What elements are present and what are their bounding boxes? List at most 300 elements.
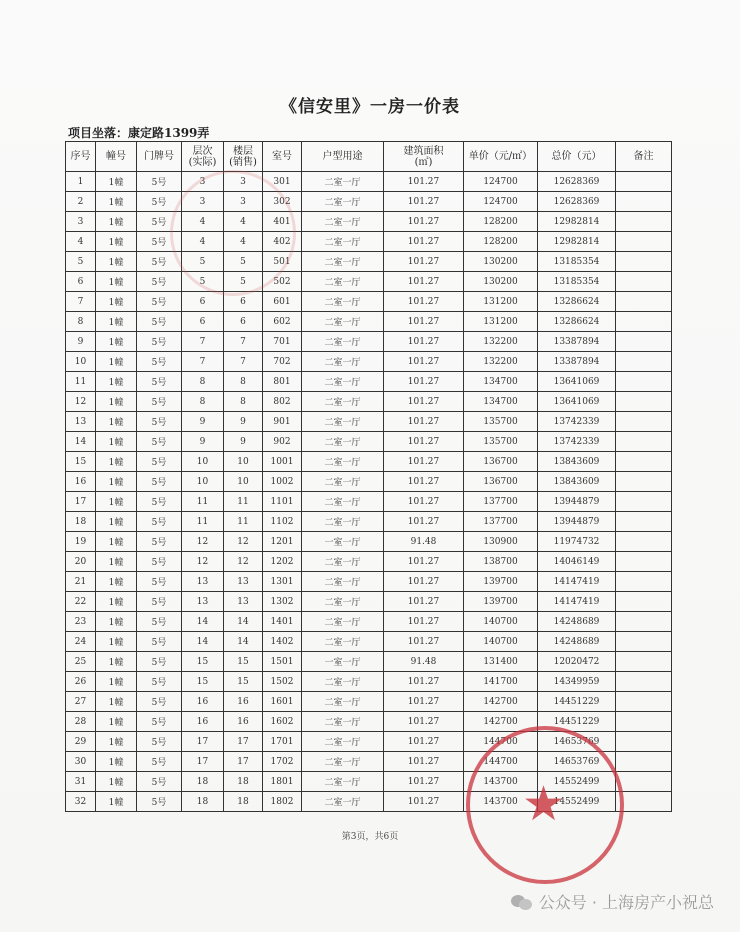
col-unit-price-cell: 137700: [464, 492, 538, 512]
page-number: 第3页，共6页: [341, 832, 399, 842]
col-seq-cell: 28: [66, 712, 96, 732]
col-building-cell: 1幢: [96, 592, 137, 612]
col-total-price-cell: 13742339: [538, 432, 616, 452]
col-layout-cell: 二室一厅: [302, 512, 384, 532]
col-area-cell: 101.27: [384, 392, 464, 412]
col-room-cell: 1101: [263, 492, 302, 512]
col-layout-cell: 二室一厅: [302, 412, 384, 432]
col-remark-cell: [616, 712, 672, 732]
col-total-price-cell: 14147419: [538, 592, 616, 612]
col-floor-sales-cell: 12: [224, 552, 263, 572]
col-total-price-cell: 13286624: [538, 312, 616, 332]
col-door-cell: 5号: [137, 192, 182, 212]
col-floor-sales-cell: 8: [224, 392, 263, 412]
faded-seal: [170, 170, 296, 296]
col-floor-actual-cell: 10: [182, 472, 224, 492]
col-unit-price-cell: 142700: [464, 692, 538, 712]
col-layout-cell: 二室一厅: [302, 752, 384, 772]
col-remark-cell: [616, 512, 672, 532]
col-floor-sales-cell: 11: [224, 512, 263, 532]
col-room-cell: 1202: [263, 552, 302, 572]
col-seq-cell: 27: [66, 692, 96, 712]
col-unit-price-cell: 128200: [464, 212, 538, 232]
table-row: [66, 572, 672, 592]
col-floor-sales-cell: 15: [224, 652, 263, 672]
col-room-cell: 1701: [263, 732, 302, 752]
col-area-cell: 101.27: [384, 332, 464, 352]
col-floor-actual-cell: 15: [182, 672, 224, 692]
col-layout-cell: 二室一厅: [302, 592, 384, 612]
col-floor-sales-cell: 14: [224, 612, 263, 632]
col-remark-cell: [616, 492, 672, 512]
wechat-watermark: [511, 890, 714, 913]
col-total-price-cell: 13286624: [538, 292, 616, 312]
col-area-cell: 101.27: [384, 472, 464, 492]
col-remark-cell: [616, 432, 672, 452]
header-col-area: 建筑面积 (㎡): [384, 142, 464, 172]
col-door-cell: 5号: [137, 552, 182, 572]
col-floor-sales-cell: 6: [224, 312, 263, 332]
col-layout-cell: 二室一厅: [302, 392, 384, 412]
col-remark-cell: [616, 392, 672, 412]
col-layout-cell: 二室一厅: [302, 472, 384, 492]
col-area-cell: 101.27: [384, 592, 464, 612]
col-door-cell: 5号: [137, 392, 182, 412]
col-floor-sales-cell: 13: [224, 572, 263, 592]
col-total-price-cell: 14451229: [538, 712, 616, 732]
col-layout-cell: 二室一厅: [302, 372, 384, 392]
col-door-cell: 5号: [137, 572, 182, 592]
header-col-building: 幢号: [96, 142, 137, 172]
col-seq-cell: 2: [66, 192, 96, 212]
col-total-price-cell: 13185354: [538, 252, 616, 272]
col-room-cell: 1102: [263, 512, 302, 532]
col-door-cell: 5号: [137, 792, 182, 812]
table-row: [66, 632, 672, 652]
col-total-price-cell: 14653769: [538, 732, 616, 752]
col-unit-price-cell: 135700: [464, 432, 538, 452]
col-building-cell: 1幢: [96, 652, 137, 672]
col-layout-cell: 二室一厅: [302, 232, 384, 252]
col-total-price-cell: 13843609: [538, 452, 616, 472]
table-row: [66, 532, 672, 552]
col-unit-price-cell: 139700: [464, 592, 538, 612]
col-floor-sales-cell: 10: [224, 452, 263, 472]
table-row: [66, 492, 672, 512]
col-floor-actual-cell: 5: [182, 252, 224, 272]
col-layout-cell: 二室一厅: [302, 212, 384, 232]
col-building-cell: 1幢: [96, 552, 137, 572]
col-door-cell: 5号: [137, 252, 182, 272]
table-row: [66, 412, 672, 432]
col-floor-sales-cell: 5: [224, 252, 263, 272]
col-building-cell: 1幢: [96, 352, 137, 372]
col-floor-actual-cell: 16: [182, 712, 224, 732]
col-layout-cell: 二室一厅: [302, 572, 384, 592]
col-seq-cell: 22: [66, 592, 96, 612]
col-seq-cell: 16: [66, 472, 96, 492]
col-room-cell: 701: [263, 332, 302, 352]
col-room-cell: 1402: [263, 632, 302, 652]
col-layout-cell: 二室一厅: [302, 612, 384, 632]
col-floor-actual-cell: 13: [182, 592, 224, 612]
col-total-price-cell: 13944879: [538, 492, 616, 512]
col-area-cell: 101.27: [384, 672, 464, 692]
col-area-cell: 101.27: [384, 452, 464, 472]
col-room-cell: 1001: [263, 452, 302, 472]
col-remark-cell: [616, 292, 672, 312]
col-total-price-cell: 12628369: [538, 192, 616, 212]
col-unit-price-cell: 140700: [464, 632, 538, 652]
col-floor-actual-cell: 3: [182, 172, 224, 192]
col-seq-cell: 7: [66, 292, 96, 312]
col-room-cell: 1301: [263, 572, 302, 592]
header-col-layout: 户型用途: [302, 142, 384, 172]
col-unit-price-cell: 124700: [464, 192, 538, 212]
table-row: [66, 612, 672, 632]
col-floor-sales-cell: 18: [224, 772, 263, 792]
col-area-cell: 91.48: [384, 652, 464, 672]
col-unit-price-cell: 138700: [464, 552, 538, 572]
table-row: [66, 472, 672, 492]
col-floor-sales-cell: 3: [224, 172, 263, 192]
col-floor-actual-cell: 14: [182, 632, 224, 652]
col-floor-actual-cell: 9: [182, 412, 224, 432]
col-unit-price-cell: 134700: [464, 392, 538, 412]
col-seq-cell: 11: [66, 372, 96, 392]
col-remark-cell: [616, 732, 672, 752]
col-layout-cell: 二室一厅: [302, 272, 384, 292]
col-unit-price-cell: 139700: [464, 572, 538, 592]
col-building-cell: 1幢: [96, 472, 137, 492]
col-layout-cell: 二室一厅: [302, 492, 384, 512]
col-seq-cell: 20: [66, 552, 96, 572]
col-layout-cell: 二室一厅: [302, 712, 384, 732]
table-row: [66, 432, 672, 452]
col-total-price-cell: 14046149: [538, 552, 616, 572]
col-room-cell: 802: [263, 392, 302, 412]
col-unit-price-cell: 135700: [464, 412, 538, 432]
col-floor-sales-cell: 13: [224, 592, 263, 612]
col-total-price-cell: 13641069: [538, 372, 616, 392]
col-remark-cell: [616, 252, 672, 272]
col-building-cell: 1幢: [96, 272, 137, 292]
col-remark-cell: [616, 772, 672, 792]
table-row: [66, 592, 672, 612]
col-room-cell: 1602: [263, 712, 302, 732]
col-door-cell: 5号: [137, 592, 182, 612]
col-door-cell: 5号: [137, 492, 182, 512]
col-floor-actual-cell: 13: [182, 572, 224, 592]
col-unit-price-cell: 131400: [464, 652, 538, 672]
col-unit-price-cell: 142700: [464, 712, 538, 732]
col-unit-price-cell: 144700: [464, 752, 538, 772]
seal-star-icon: ★: [522, 776, 566, 832]
col-room-cell: 501: [263, 252, 302, 272]
col-room-cell: 702: [263, 352, 302, 372]
col-building-cell: 1幢: [96, 372, 137, 392]
col-total-price-cell: 13185354: [538, 272, 616, 292]
col-door-cell: 5号: [137, 312, 182, 332]
col-layout-cell: 二室一厅: [302, 732, 384, 752]
col-area-cell: 101.27: [384, 212, 464, 232]
col-total-price-cell: 14349959: [538, 672, 616, 692]
col-floor-sales-cell: 4: [224, 232, 263, 252]
col-floor-sales-cell: 16: [224, 712, 263, 732]
col-floor-actual-cell: 5: [182, 272, 224, 292]
col-door-cell: 5号: [137, 352, 182, 372]
col-layout-cell: 二室一厅: [302, 552, 384, 572]
header-col-door: 门牌号: [137, 142, 182, 172]
col-floor-sales-cell: 17: [224, 752, 263, 772]
col-unit-price-cell: 140700: [464, 612, 538, 632]
table-row: [66, 672, 672, 692]
table-row: [66, 232, 672, 252]
col-building-cell: 1幢: [96, 632, 137, 652]
col-door-cell: 5号: [137, 372, 182, 392]
col-unit-price-cell: 131200: [464, 292, 538, 312]
col-door-cell: 5号: [137, 452, 182, 472]
col-building-cell: 1幢: [96, 692, 137, 712]
col-total-price-cell: 14552499: [538, 772, 616, 792]
col-remark-cell: [616, 192, 672, 212]
header-col-floor-sales: 楼层 (销售): [224, 142, 263, 172]
col-floor-actual-cell: 11: [182, 512, 224, 532]
col-floor-actual-cell: 6: [182, 292, 224, 312]
table-row: [66, 652, 672, 672]
table-row: [66, 192, 672, 212]
col-layout-cell: 二室一厅: [302, 172, 384, 192]
col-area-cell: 101.27: [384, 792, 464, 812]
col-door-cell: 5号: [137, 732, 182, 752]
col-layout-cell: 二室一厅: [302, 632, 384, 652]
col-area-cell: 101.27: [384, 712, 464, 732]
col-door-cell: 5号: [137, 172, 182, 192]
col-area-cell: 101.27: [384, 292, 464, 312]
col-door-cell: 5号: [137, 272, 182, 292]
col-area-cell: 101.27: [384, 372, 464, 392]
col-room-cell: 601: [263, 292, 302, 312]
col-unit-price-cell: 136700: [464, 472, 538, 492]
col-seq-cell: 12: [66, 392, 96, 412]
col-layout-cell: 二室一厅: [302, 292, 384, 312]
col-floor-actual-cell: 12: [182, 552, 224, 572]
header-col-room: 室号: [263, 142, 302, 172]
col-building-cell: 1幢: [96, 772, 137, 792]
col-door-cell: 5号: [137, 712, 182, 732]
col-floor-sales-cell: 6: [224, 292, 263, 312]
col-area-cell: 101.27: [384, 612, 464, 632]
col-unit-price-cell: 130200: [464, 252, 538, 272]
col-unit-price-cell: 132200: [464, 352, 538, 372]
col-remark-cell: [616, 212, 672, 232]
col-remark-cell: [616, 472, 672, 492]
col-floor-actual-cell: 11: [182, 492, 224, 512]
col-door-cell: 5号: [137, 292, 182, 312]
col-total-price-cell: 13843609: [538, 472, 616, 492]
col-unit-price-cell: 130900: [464, 532, 538, 552]
col-layout-cell: 一室一厅: [302, 532, 384, 552]
col-remark-cell: [616, 592, 672, 612]
col-area-cell: 101.27: [384, 752, 464, 772]
col-floor-sales-cell: 9: [224, 432, 263, 452]
table-header-row: [66, 142, 672, 172]
table-row: [66, 292, 672, 312]
col-remark-cell: [616, 752, 672, 772]
col-unit-price-cell: 137700: [464, 512, 538, 532]
col-area-cell: 101.27: [384, 312, 464, 332]
col-door-cell: 5号: [137, 332, 182, 352]
col-room-cell: 1201: [263, 532, 302, 552]
col-total-price-cell: 12982814: [538, 232, 616, 252]
col-seq-cell: 10: [66, 352, 96, 372]
col-seq-cell: 3: [66, 212, 96, 232]
table-row: [66, 252, 672, 272]
col-remark-cell: [616, 552, 672, 572]
col-layout-cell: 二室一厅: [302, 772, 384, 792]
header-col-floor-actual: 层次 (实际): [182, 142, 224, 172]
col-room-cell: 1501: [263, 652, 302, 672]
table-row: [66, 712, 672, 732]
col-floor-actual-cell: 18: [182, 792, 224, 812]
col-door-cell: 5号: [137, 512, 182, 532]
col-seq-cell: 21: [66, 572, 96, 592]
col-floor-actual-cell: 16: [182, 692, 224, 712]
table-body: [66, 172, 672, 812]
col-door-cell: 5号: [137, 772, 182, 792]
col-room-cell: 301: [263, 172, 302, 192]
col-remark-cell: [616, 372, 672, 392]
col-total-price-cell: 12628369: [538, 172, 616, 192]
col-building-cell: 1幢: [96, 392, 137, 412]
col-building-cell: 1幢: [96, 332, 137, 352]
col-building-cell: 1幢: [96, 412, 137, 432]
col-total-price-cell: 13944879: [538, 512, 616, 532]
col-area-cell: 101.27: [384, 172, 464, 192]
col-floor-sales-cell: 16: [224, 692, 263, 712]
col-unit-price-cell: 144700: [464, 732, 538, 752]
col-floor-sales-cell: 8: [224, 372, 263, 392]
col-remark-cell: [616, 232, 672, 252]
col-layout-cell: 二室一厅: [302, 432, 384, 452]
col-remark-cell: [616, 532, 672, 552]
col-layout-cell: 二室一厅: [302, 452, 384, 472]
col-floor-sales-cell: 10: [224, 472, 263, 492]
col-floor-sales-cell: 7: [224, 332, 263, 352]
col-remark-cell: [616, 332, 672, 352]
col-area-cell: 101.27: [384, 552, 464, 572]
col-remark-cell: [616, 652, 672, 672]
col-seq-cell: 1: [66, 172, 96, 192]
col-floor-actual-cell: 3: [182, 192, 224, 212]
table-row: [66, 692, 672, 712]
table-row: [66, 272, 672, 292]
col-room-cell: 901: [263, 412, 302, 432]
col-seq-cell: 25: [66, 652, 96, 672]
col-unit-price-cell: 143700: [464, 772, 538, 792]
company-seal: [466, 726, 624, 884]
col-layout-cell: 二室一厅: [302, 672, 384, 692]
table-row: [66, 212, 672, 232]
col-total-price-cell: 11974732: [538, 532, 616, 552]
col-door-cell: 5号: [137, 692, 182, 712]
col-room-cell: 1601: [263, 692, 302, 712]
col-building-cell: 1幢: [96, 532, 137, 552]
col-area-cell: 101.27: [384, 772, 464, 792]
col-layout-cell: 二室一厅: [302, 312, 384, 332]
col-remark-cell: [616, 452, 672, 472]
col-remark-cell: [616, 352, 672, 372]
col-remark-cell: [616, 612, 672, 632]
col-total-price-cell: 12020472: [538, 652, 616, 672]
col-door-cell: 5号: [137, 672, 182, 692]
price-table: [65, 141, 672, 812]
col-building-cell: 1幢: [96, 452, 137, 472]
col-room-cell: 902: [263, 432, 302, 452]
col-area-cell: 101.27: [384, 732, 464, 752]
col-floor-actual-cell: 14: [182, 612, 224, 632]
col-building-cell: 1幢: [96, 312, 137, 332]
col-total-price-cell: 13387894: [538, 332, 616, 352]
table-row: [66, 172, 672, 192]
header-col-seq: 序号: [66, 142, 96, 172]
col-door-cell: 5号: [137, 612, 182, 632]
col-door-cell: 5号: [137, 532, 182, 552]
col-layout-cell: 一室一厅: [302, 652, 384, 672]
col-total-price-cell: 14248689: [538, 612, 616, 632]
col-seq-cell: 9: [66, 332, 96, 352]
col-seq-cell: 13: [66, 412, 96, 432]
col-floor-sales-cell: 7: [224, 352, 263, 372]
col-door-cell: 5号: [137, 632, 182, 652]
col-room-cell: 1802: [263, 792, 302, 812]
col-room-cell: 1002: [263, 472, 302, 492]
col-area-cell: 101.27: [384, 252, 464, 272]
col-floor-actual-cell: 10: [182, 452, 224, 472]
table-row: [66, 552, 672, 572]
col-floor-actual-cell: 7: [182, 352, 224, 372]
col-remark-cell: [616, 692, 672, 712]
project-location: 项目坐落：康定路1399弄: [68, 126, 210, 140]
col-door-cell: 5号: [137, 652, 182, 672]
col-area-cell: 101.27: [384, 492, 464, 512]
col-floor-actual-cell: 8: [182, 392, 224, 412]
col-building-cell: 1幢: [96, 252, 137, 272]
col-area-cell: 91.48: [384, 532, 464, 552]
col-floor-sales-cell: 12: [224, 532, 263, 552]
col-building-cell: 1幢: [96, 292, 137, 312]
col-remark-cell: [616, 172, 672, 192]
col-area-cell: 101.27: [384, 232, 464, 252]
col-floor-sales-cell: 17: [224, 732, 263, 752]
col-seq-cell: 23: [66, 612, 96, 632]
col-area-cell: 101.27: [384, 692, 464, 712]
col-room-cell: 1801: [263, 772, 302, 792]
col-floor-actual-cell: 9: [182, 432, 224, 452]
col-floor-actual-cell: 7: [182, 332, 224, 352]
col-building-cell: 1幢: [96, 232, 137, 252]
col-building-cell: 1幢: [96, 792, 137, 812]
col-seq-cell: 32: [66, 792, 96, 812]
col-seq-cell: 8: [66, 312, 96, 332]
document-title: 《信安里》一房一价表: [280, 97, 460, 117]
table-row: [66, 352, 672, 372]
col-floor-actual-cell: 8: [182, 372, 224, 392]
col-floor-sales-cell: 5: [224, 272, 263, 292]
col-room-cell: 1502: [263, 672, 302, 692]
col-floor-actual-cell: 17: [182, 732, 224, 752]
col-total-price-cell: 13641069: [538, 392, 616, 412]
